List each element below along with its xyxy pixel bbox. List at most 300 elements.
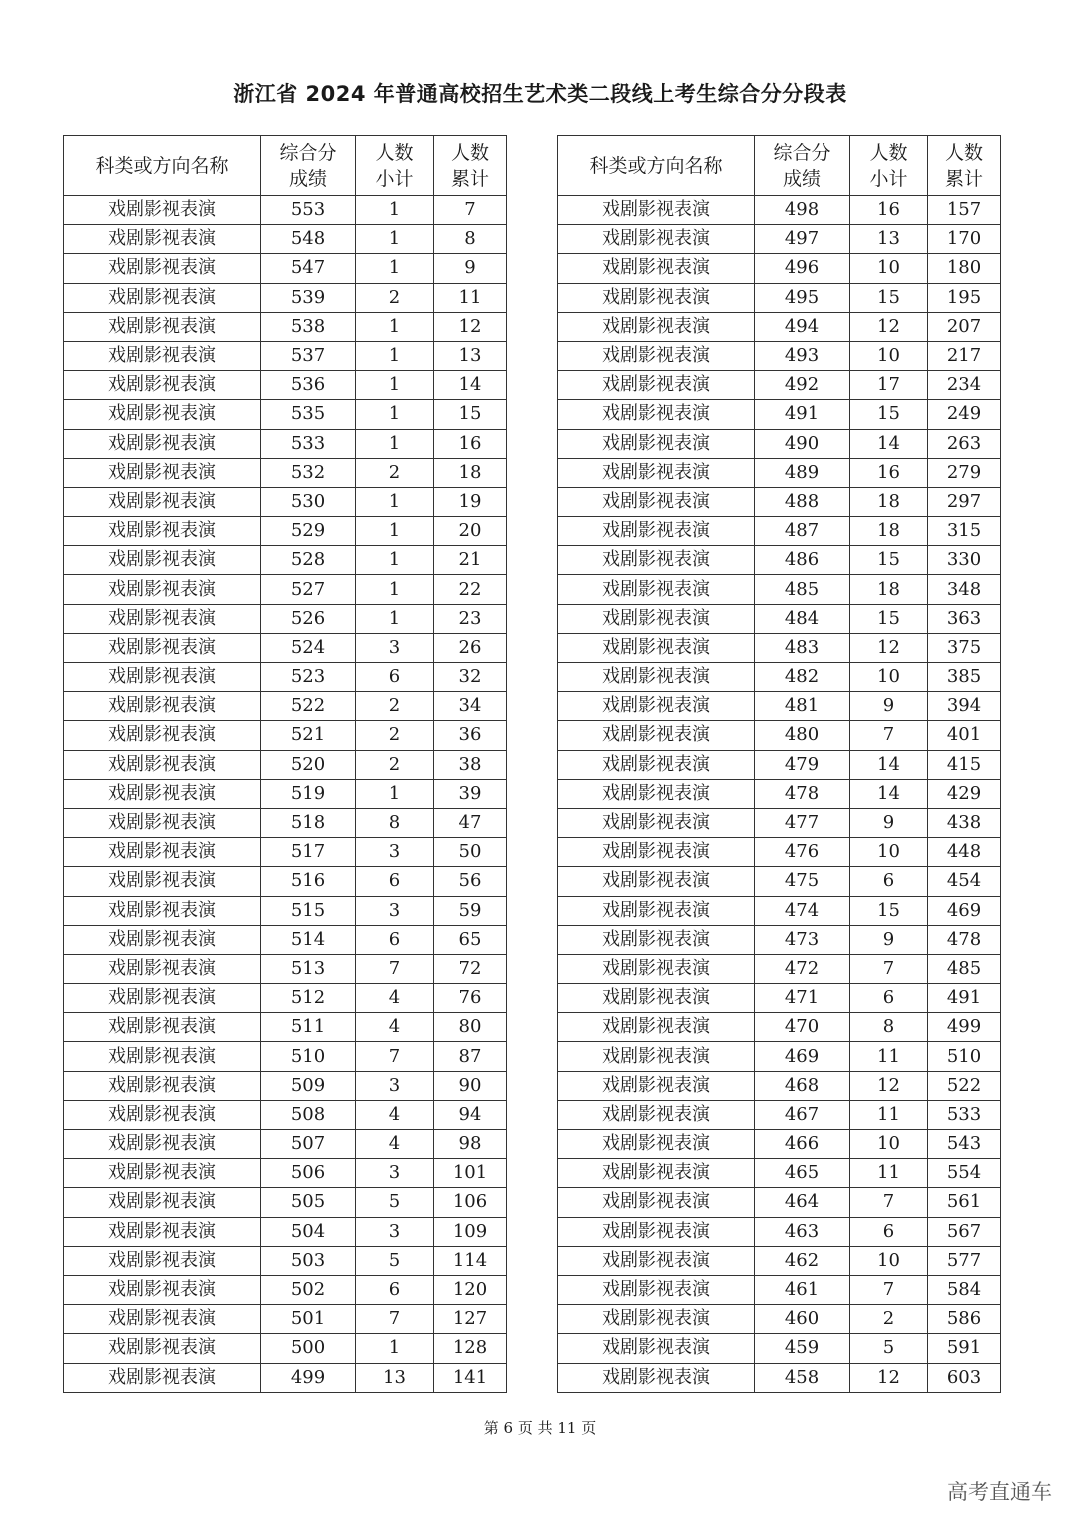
- cell-subtotal: 5: [850, 1334, 928, 1363]
- cell-score: 507: [261, 1130, 356, 1159]
- cell-name: 戏剧影视表演: [64, 721, 261, 750]
- cell-name: 戏剧影视表演: [64, 925, 261, 954]
- cell-name: 戏剧影视表演: [64, 1100, 261, 1129]
- cell-subtotal: 6: [850, 867, 928, 896]
- cell-score: 539: [261, 283, 356, 312]
- cell-subtotal: 7: [356, 954, 434, 983]
- table-body-left: [64, 196, 507, 1393]
- cell-cumulative: 533: [928, 1100, 1001, 1129]
- cell-score: 467: [755, 1100, 850, 1129]
- cell-cumulative: 128: [434, 1334, 507, 1363]
- cell-cumulative: 16: [434, 429, 507, 458]
- cell-cumulative: 279: [928, 458, 1001, 487]
- cell-name: 戏剧影视表演: [64, 341, 261, 370]
- cell-score: 462: [755, 1246, 850, 1275]
- cell-name: 戏剧影视表演: [64, 604, 261, 633]
- cell-name: 戏剧影视表演: [558, 1246, 755, 1275]
- cell-subtotal: 11: [850, 1042, 928, 1071]
- cell-subtotal: 6: [356, 867, 434, 896]
- cell-score: 528: [261, 546, 356, 575]
- cell-subtotal: 12: [850, 1071, 928, 1100]
- cell-score: 470: [755, 1013, 850, 1042]
- cell-cumulative: 87: [434, 1042, 507, 1071]
- table-row: [558, 925, 1001, 954]
- table-row: [64, 458, 507, 487]
- table-row: [64, 1217, 507, 1246]
- cell-cumulative: 195: [928, 283, 1001, 312]
- cell-cumulative: 98: [434, 1130, 507, 1159]
- cell-subtotal: 15: [850, 896, 928, 925]
- table-body-right: [558, 196, 1001, 1393]
- table-row: [558, 838, 1001, 867]
- table-row: [64, 254, 507, 283]
- cell-subtotal: 5: [356, 1188, 434, 1217]
- table-row: [64, 954, 507, 983]
- cell-name: 戏剧影视表演: [558, 1334, 755, 1363]
- cell-name: 戏剧影视表演: [558, 867, 755, 896]
- cell-subtotal: 1: [356, 225, 434, 254]
- cell-score: 475: [755, 867, 850, 896]
- cell-subtotal: 10: [850, 254, 928, 283]
- cell-name: 戏剧影视表演: [64, 1275, 261, 1304]
- cell-score: 530: [261, 487, 356, 516]
- cell-score: 553: [261, 196, 356, 225]
- table-row: [64, 400, 507, 429]
- table-row: [558, 1188, 1001, 1217]
- cell-cumulative: 217: [928, 341, 1001, 370]
- cell-subtotal: 13: [356, 1363, 434, 1392]
- cell-cumulative: 543: [928, 1130, 1001, 1159]
- cell-subtotal: 12: [850, 1363, 928, 1392]
- cell-name: 戏剧影视表演: [64, 779, 261, 808]
- cell-name: 戏剧影视表演: [558, 371, 755, 400]
- table-row: [64, 633, 507, 662]
- table-row: [64, 721, 507, 750]
- cell-cumulative: 20: [434, 517, 507, 546]
- cell-subtotal: 2: [356, 750, 434, 779]
- cell-subtotal: 14: [850, 779, 928, 808]
- cell-subtotal: 10: [850, 1130, 928, 1159]
- cell-score: 479: [755, 750, 850, 779]
- table-row: [64, 867, 507, 896]
- table-row: [558, 663, 1001, 692]
- table-row: [64, 896, 507, 925]
- cell-subtotal: 9: [850, 808, 928, 837]
- table-row: [64, 604, 507, 633]
- cell-name: 戏剧影视表演: [64, 750, 261, 779]
- cell-subtotal: 14: [850, 429, 928, 458]
- cell-subtotal: 9: [850, 925, 928, 954]
- table-row: [64, 1071, 507, 1100]
- cell-cumulative: 90: [434, 1071, 507, 1100]
- cell-cumulative: 499: [928, 1013, 1001, 1042]
- cell-cumulative: 207: [928, 312, 1001, 341]
- cell-score: 532: [261, 458, 356, 487]
- table-row: [558, 575, 1001, 604]
- cell-name: 戏剧影视表演: [64, 808, 261, 837]
- cell-score: 512: [261, 984, 356, 1013]
- cell-subtotal: 6: [356, 1275, 434, 1304]
- table-row: [558, 1217, 1001, 1246]
- cell-score: 469: [755, 1042, 850, 1071]
- cell-name: 戏剧影视表演: [558, 283, 755, 312]
- cell-subtotal: 3: [356, 838, 434, 867]
- cell-cumulative: 72: [434, 954, 507, 983]
- table-row: [64, 1013, 507, 1042]
- table-row: [558, 1013, 1001, 1042]
- cell-score: 498: [755, 196, 850, 225]
- cell-cumulative: 586: [928, 1305, 1001, 1334]
- cell-subtotal: 11: [850, 1159, 928, 1188]
- header-score: 综合分 成绩: [261, 136, 356, 196]
- cell-name: 戏剧影视表演: [558, 400, 755, 429]
- cell-name: 戏剧影视表演: [558, 1159, 755, 1188]
- cell-cumulative: 14: [434, 371, 507, 400]
- cell-name: 戏剧影视表演: [558, 341, 755, 370]
- cell-cumulative: 76: [434, 984, 507, 1013]
- table-row: [558, 779, 1001, 808]
- cell-score: 472: [755, 954, 850, 983]
- cell-score: 464: [755, 1188, 850, 1217]
- cell-name: 戏剧影视表演: [64, 1363, 261, 1392]
- cell-name: 戏剧影视表演: [558, 429, 755, 458]
- cell-cumulative: 18: [434, 458, 507, 487]
- cell-name: 戏剧影视表演: [64, 196, 261, 225]
- cell-subtotal: 14: [850, 750, 928, 779]
- cell-name: 戏剧影视表演: [64, 487, 261, 516]
- cell-score: 504: [261, 1217, 356, 1246]
- cell-score: 510: [261, 1042, 356, 1071]
- table-row: [64, 196, 507, 225]
- cell-cumulative: 297: [928, 487, 1001, 516]
- cell-score: 516: [261, 867, 356, 896]
- score-table-left: [63, 135, 507, 1393]
- cell-cumulative: 12: [434, 312, 507, 341]
- cell-subtotal: 18: [850, 575, 928, 604]
- cell-score: 486: [755, 546, 850, 575]
- table-row: [558, 1246, 1001, 1275]
- cell-subtotal: 1: [356, 341, 434, 370]
- cell-cumulative: 11: [434, 283, 507, 312]
- cell-cumulative: 478: [928, 925, 1001, 954]
- table-row: [64, 750, 507, 779]
- cell-cumulative: 603: [928, 1363, 1001, 1392]
- cell-cumulative: 127: [434, 1305, 507, 1334]
- cell-score: 461: [755, 1275, 850, 1304]
- table-row: [64, 1275, 507, 1304]
- cell-cumulative: 9: [434, 254, 507, 283]
- cell-cumulative: 26: [434, 633, 507, 662]
- header-subtotal: 人数 小计: [356, 136, 434, 196]
- page-title: 浙江省 2024 年普通高校招生艺术类二段线上考生综合分分段表: [233, 82, 847, 106]
- cell-name: 戏剧影视表演: [64, 225, 261, 254]
- cell-subtotal: 8: [850, 1013, 928, 1042]
- cell-cumulative: 448: [928, 838, 1001, 867]
- table-row: [64, 283, 507, 312]
- cell-cumulative: 65: [434, 925, 507, 954]
- cell-score: 463: [755, 1217, 850, 1246]
- table-row: [558, 1071, 1001, 1100]
- cell-cumulative: 454: [928, 867, 1001, 896]
- cell-cumulative: 32: [434, 663, 507, 692]
- cell-subtotal: 3: [356, 633, 434, 662]
- cell-subtotal: 7: [356, 1042, 434, 1071]
- cell-subtotal: 18: [850, 487, 928, 516]
- table-row: [558, 1363, 1001, 1392]
- table-row: [558, 517, 1001, 546]
- table-row: [64, 371, 507, 400]
- cell-name: 戏剧影视表演: [558, 1071, 755, 1100]
- table-row: [558, 1305, 1001, 1334]
- cell-subtotal: 12: [850, 633, 928, 662]
- cell-score: 503: [261, 1246, 356, 1275]
- cell-name: 戏剧影视表演: [64, 1042, 261, 1071]
- table-row: [64, 808, 507, 837]
- cell-name: 戏剧影视表演: [558, 1042, 755, 1071]
- cell-subtotal: 16: [850, 196, 928, 225]
- table-row: [558, 341, 1001, 370]
- cell-score: 480: [755, 721, 850, 750]
- cell-subtotal: 5: [356, 1246, 434, 1275]
- table-row: [64, 984, 507, 1013]
- cell-subtotal: 1: [356, 196, 434, 225]
- cell-cumulative: 180: [928, 254, 1001, 283]
- table-row: [558, 750, 1001, 779]
- table-row: [64, 546, 507, 575]
- cell-name: 戏剧影视表演: [558, 254, 755, 283]
- cell-name: 戏剧影视表演: [64, 1334, 261, 1363]
- table-row: [558, 1042, 1001, 1071]
- cell-score: 492: [755, 371, 850, 400]
- cell-name: 戏剧影视表演: [64, 1130, 261, 1159]
- cell-cumulative: 234: [928, 371, 1001, 400]
- cell-subtotal: 6: [850, 984, 928, 1013]
- cell-subtotal: 1: [356, 487, 434, 516]
- cell-score: 527: [261, 575, 356, 604]
- cell-score: 488: [755, 487, 850, 516]
- cell-score: 459: [755, 1334, 850, 1363]
- cell-name: 戏剧影视表演: [558, 517, 755, 546]
- cell-subtotal: 10: [850, 663, 928, 692]
- table-row: [558, 312, 1001, 341]
- cell-name: 戏剧影视表演: [64, 1071, 261, 1100]
- cell-score: 518: [261, 808, 356, 837]
- cell-name: 戏剧影视表演: [64, 954, 261, 983]
- cell-subtotal: 3: [356, 1159, 434, 1188]
- cell-score: 547: [261, 254, 356, 283]
- cell-score: 473: [755, 925, 850, 954]
- table-header: [558, 136, 1001, 196]
- cell-name: 戏剧影视表演: [558, 1100, 755, 1129]
- cell-score: 482: [755, 663, 850, 692]
- table-row: [558, 808, 1001, 837]
- table-row: [64, 312, 507, 341]
- cell-score: 513: [261, 954, 356, 983]
- table-row: [64, 692, 507, 721]
- cell-name: 戏剧影视表演: [558, 1363, 755, 1392]
- table-row: [558, 721, 1001, 750]
- cell-subtotal: 1: [356, 1334, 434, 1363]
- cell-subtotal: 6: [850, 1217, 928, 1246]
- cell-cumulative: 249: [928, 400, 1001, 429]
- cell-cumulative: 50: [434, 838, 507, 867]
- cell-score: 515: [261, 896, 356, 925]
- cell-name: 戏剧影视表演: [64, 254, 261, 283]
- cell-name: 戏剧影视表演: [64, 1217, 261, 1246]
- cell-score: 458: [755, 1363, 850, 1392]
- cell-name: 戏剧影视表演: [64, 1013, 261, 1042]
- cell-name: 戏剧影视表演: [558, 692, 755, 721]
- cell-score: 484: [755, 604, 850, 633]
- cell-cumulative: 59: [434, 896, 507, 925]
- cell-score: 501: [261, 1305, 356, 1334]
- cell-score: 500: [261, 1334, 356, 1363]
- cell-score: 487: [755, 517, 850, 546]
- cell-score: 494: [755, 312, 850, 341]
- cell-cumulative: 415: [928, 750, 1001, 779]
- table-row: [64, 925, 507, 954]
- table-row: [64, 1246, 507, 1275]
- cell-score: 523: [261, 663, 356, 692]
- cell-name: 戏剧影视表演: [64, 1246, 261, 1275]
- cell-subtotal: 1: [356, 429, 434, 458]
- header-name: 科类或方向名称: [64, 136, 261, 196]
- cell-score: 496: [755, 254, 850, 283]
- cell-subtotal: 6: [356, 663, 434, 692]
- cell-cumulative: 21: [434, 546, 507, 575]
- cell-cumulative: 80: [434, 1013, 507, 1042]
- cell-subtotal: 1: [356, 371, 434, 400]
- cell-cumulative: 106: [434, 1188, 507, 1217]
- cell-name: 戏剧影视表演: [64, 575, 261, 604]
- table-row: [64, 1334, 507, 1363]
- cell-cumulative: 577: [928, 1246, 1001, 1275]
- cell-name: 戏剧影视表演: [64, 517, 261, 546]
- cell-cumulative: 469: [928, 896, 1001, 925]
- cell-name: 戏剧影视表演: [558, 721, 755, 750]
- cell-subtotal: 1: [356, 546, 434, 575]
- table-row: [64, 1363, 507, 1392]
- cell-subtotal: 4: [356, 1130, 434, 1159]
- cell-subtotal: 2: [356, 283, 434, 312]
- cell-name: 戏剧影视表演: [558, 925, 755, 954]
- cell-score: 537: [261, 341, 356, 370]
- cell-cumulative: 567: [928, 1217, 1001, 1246]
- cell-score: 521: [261, 721, 356, 750]
- table-row: [64, 838, 507, 867]
- table-row: [558, 1100, 1001, 1129]
- cell-name: 戏剧影视表演: [64, 984, 261, 1013]
- cell-cumulative: 34: [434, 692, 507, 721]
- cell-subtotal: 1: [356, 575, 434, 604]
- cell-name: 戏剧影视表演: [558, 750, 755, 779]
- cell-name: 戏剧影视表演: [64, 312, 261, 341]
- table-row: [558, 633, 1001, 662]
- cell-score: 522: [261, 692, 356, 721]
- cell-name: 戏剧影视表演: [558, 1275, 755, 1304]
- cell-score: 533: [261, 429, 356, 458]
- cell-subtotal: 12: [850, 312, 928, 341]
- cell-score: 514: [261, 925, 356, 954]
- cell-subtotal: 6: [356, 925, 434, 954]
- cell-score: 538: [261, 312, 356, 341]
- cell-cumulative: 7: [434, 196, 507, 225]
- table-row: [64, 1188, 507, 1217]
- cell-subtotal: 2: [850, 1305, 928, 1334]
- table-row: [64, 1042, 507, 1071]
- cell-score: 517: [261, 838, 356, 867]
- table-row: [558, 954, 1001, 983]
- cell-name: 戏剧影视表演: [558, 1013, 755, 1042]
- table-header: [64, 136, 507, 196]
- table-row: [64, 517, 507, 546]
- table-row: [558, 400, 1001, 429]
- cell-score: 520: [261, 750, 356, 779]
- cell-score: 476: [755, 838, 850, 867]
- cell-cumulative: 36: [434, 721, 507, 750]
- table-row: [64, 225, 507, 254]
- cell-cumulative: 170: [928, 225, 1001, 254]
- cell-score: 502: [261, 1275, 356, 1304]
- cell-name: 戏剧影视表演: [558, 1217, 755, 1246]
- table-row: [558, 487, 1001, 516]
- cell-score: 506: [261, 1159, 356, 1188]
- cell-name: 戏剧影视表演: [558, 779, 755, 808]
- table-row: [558, 692, 1001, 721]
- table-row: [558, 896, 1001, 925]
- cell-score: 485: [755, 575, 850, 604]
- cell-subtotal: 10: [850, 838, 928, 867]
- cell-name: 戏剧影视表演: [64, 663, 261, 692]
- cell-name: 戏剧影视表演: [558, 487, 755, 516]
- header-cumulative: 人数 累计: [434, 136, 507, 196]
- cell-subtotal: 4: [356, 984, 434, 1013]
- cell-name: 戏剧影视表演: [558, 1130, 755, 1159]
- cell-score: 460: [755, 1305, 850, 1334]
- table-row: [64, 779, 507, 808]
- cell-cumulative: 39: [434, 779, 507, 808]
- cell-score: 499: [261, 1363, 356, 1392]
- cell-name: 戏剧影视表演: [558, 458, 755, 487]
- cell-subtotal: 15: [850, 400, 928, 429]
- cell-name: 戏剧影视表演: [558, 1188, 755, 1217]
- cell-subtotal: 18: [850, 517, 928, 546]
- cell-subtotal: 3: [356, 896, 434, 925]
- cell-subtotal: 11: [850, 1100, 928, 1129]
- cell-name: 戏剧影视表演: [64, 400, 261, 429]
- cell-subtotal: 8: [356, 808, 434, 837]
- cell-name: 戏剧影视表演: [558, 954, 755, 983]
- cell-score: 493: [755, 341, 850, 370]
- cell-name: 戏剧影视表演: [64, 1305, 261, 1334]
- cell-cumulative: 561: [928, 1188, 1001, 1217]
- cell-score: 509: [261, 1071, 356, 1100]
- cell-name: 戏剧影视表演: [64, 546, 261, 575]
- cell-cumulative: 56: [434, 867, 507, 896]
- cell-name: 戏剧影视表演: [558, 896, 755, 925]
- cell-cumulative: 8: [434, 225, 507, 254]
- cell-score: 529: [261, 517, 356, 546]
- cell-subtotal: 1: [356, 517, 434, 546]
- score-table-right: [557, 135, 1001, 1393]
- cell-cumulative: 394: [928, 692, 1001, 721]
- cell-subtotal: 7: [850, 1188, 928, 1217]
- cell-subtotal: 15: [850, 283, 928, 312]
- cell-score: 495: [755, 283, 850, 312]
- table-row: [558, 867, 1001, 896]
- cell-cumulative: 109: [434, 1217, 507, 1246]
- cell-cumulative: 263: [928, 429, 1001, 458]
